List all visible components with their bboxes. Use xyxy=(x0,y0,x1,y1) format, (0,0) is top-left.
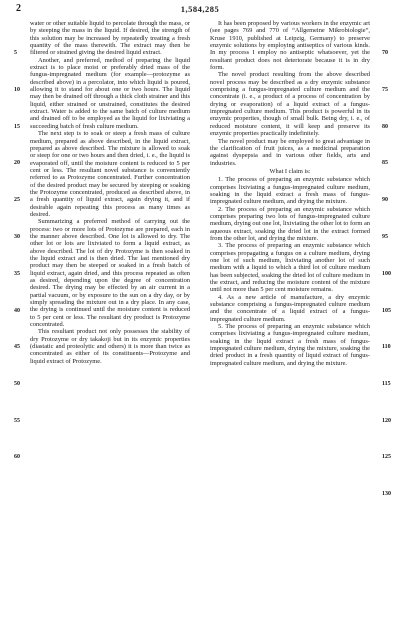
line-number-right: 80 xyxy=(382,124,388,130)
paragraph: Another, and preferred, method of preparing the liquid extract is to place moist or preferably dried mass of the fungus-impregnated medium (for example—protozyme as described above) in a percolator, into which liquid is poured, allowing it to stand for about one or two hours. The liquid may then be drained off through a thick cloth strainer and this liquid, either strained or unstrained, constitutes the desired extract. Water is added to the same batch of culture medium and drained off to be employed as the liquid for lixiviating a succeeding batch of fresh culture medium. xyxy=(30,56,190,130)
line-number-left: 10 xyxy=(14,87,20,93)
line-number-right: 85 xyxy=(382,160,388,166)
line-number-left: 50 xyxy=(14,381,20,387)
line-number-right: 115 xyxy=(382,381,391,387)
page-number: 2 xyxy=(16,3,21,14)
line-number-right: 70 xyxy=(382,50,388,56)
right-column xyxy=(210,20,370,367)
line-number-left: 60 xyxy=(14,454,20,460)
line-number-right: 110 xyxy=(382,344,391,350)
line-number-left: 15 xyxy=(14,124,20,130)
line-number-right: 75 xyxy=(382,87,388,93)
line-number-left: 5 xyxy=(14,50,17,56)
paragraph: The novel product may be employed to great advantage in the clarification of fruit juices, as a medicinal preparation against dyspepsia and in various other fields, arts and industries. xyxy=(210,137,370,167)
claim: 2. The process of preparing an enzymic substance which comprises preparing two lots of fungus-impregnated culture medium, drying out one lot, lixiviating the other lot to form an aqueous extract, soaking the dried lot in the extract formed from the other lot, and drying the mixture. xyxy=(210,205,370,242)
line-number-right: 105 xyxy=(382,308,391,314)
line-number-left: 45 xyxy=(14,344,20,350)
claim: 3. The process of preparing an enzymic substance which comprises propagating a fungus on a culture medium, drying one lot of such medium, lixiviating another lot of such medium with a liquid to which a third lot of culture medium has been subjected, soaking the dried lot of culture medium in the extract, and reducing the moisture content of the mixture until not more than 5 per cent moisture remains. xyxy=(210,242,370,294)
line-number-left: 30 xyxy=(14,234,20,240)
line-number-left: 55 xyxy=(14,418,20,424)
line-number-left: 40 xyxy=(14,308,20,314)
line-number-right: 125 xyxy=(382,454,391,460)
claim: 5. The process of preparing an enzymic substance which comprises lixiviating a fungus-impregnated culture medium, soaking in the liquid extract a fresh mass of fungus-impregnated culture medium, drying the mixture, soaking the dried product in a fresh quantity of liquid extract of fungus-impregnated culture medium, and drying the mixture. xyxy=(210,323,370,367)
paragraph: The next step is to soak or steep a fresh mass of culture medium, prepared as above described, in the liquid extract, prepared as above described. The mixture is allowed to soak or steep for one or two hours and then dried, i. e., the liquid is evaporated off, until the moisture content is reduced to 5 per cent or less. The resultant novel substance is conveniently referred to as Protozyme concentrated. Further concentration of the desired product may be secured by steeping or soaking the Protozyme concentrated, produced as described above, in a fresh quantity of liquid extract, again drying it, and if desirable again repeating this process as many times as desired. xyxy=(30,130,190,218)
line-number-right: 130 xyxy=(382,491,391,497)
paragraph: The novel product resulting from the above described novel process may be described as a dry enzymic substance comprising a fungus-impregnated culture medium and the concentrate (i. e., a product of a process of concentration by drying or evaporation) of a liquid extract of a fungus-impregnated culture medium. This product is powerful in its enzymic properties, though of small bulk. Being dry, i. e., of reduced moisture content, it will keep and preserve its enzymic properties practically indefinitely. xyxy=(210,71,370,138)
claim: 4. As a new article of manufacture, a dry enzymic substance comprising a fungus-impregnated culture medium and the concentrate of a liquid extract of a fungus-impregnated culture medium. xyxy=(210,293,370,323)
line-number-right: 90 xyxy=(382,197,388,203)
line-number-left: 35 xyxy=(14,271,20,277)
claims-heading: What I claim is: xyxy=(269,167,311,175)
paragraph: It has been proposed by various workers in the enzymic art (see pages 769 and 770 of “Allgemeine Mikrobiologie”, Kruse 1910, published at Leipzig, Germany) to preserve enzymic solutions by employing antiseptics of various kinds. In my process I employ no antiseptic whatsoever, yet the resultant product does not deteriorate because it is in dry form. xyxy=(210,20,370,72)
paragraph: This resultant product not only possesses the stability of dry Protozyme or dry takakoji but in its enzymic properties (diastatic and proteolytic and others) it is more than twice as concentrated as either of its constituents—Protozyme and liquid extract of Protozyme. xyxy=(30,328,190,365)
line-number-left: 25 xyxy=(14,197,20,203)
paragraph: water or other suitable liquid to percolate through the mass, or by steeping the mass in the liquid. If desired, the strength of this solution may be increased by repeatedly treating a fresh quantity of the mass therewith. The extract may then be filtered or strained giving the desired liquid extract. xyxy=(30,20,190,57)
paragraph: Summarizing a preferred method of carrying out the process: two or more lots of Protozyme are prepared, each in the manner above described. One lot is allowed to dry. The other lot or lots are lixiviated to form a liquid extract, as above described. The lot of dry Protozyme is then soaked in the liquid extract and is then dried. The last mentioned dry product may then be steeped or soaked in a fresh batch of liquid extract, again dried, and this process repeated as often as desired, depending upon the degree of concentration desired. The drying may be effected by an air current in a partial vacuum, or by exposure to the sun on a dry day, or by simply spreading the mixture out in a dry place. In any case, the drying is continued until the moisture content is reduced to 5 per cent or less. The resultant dry product is Protozyme concentrated. xyxy=(30,218,190,329)
page-header xyxy=(0,3,400,17)
line-number-right: 95 xyxy=(382,234,388,240)
left-column xyxy=(30,20,190,365)
claim: 1. The process of preparing an enzymic substance which comprises lixiviating a fungus-impregnated culture medium, soaking in the liquid extract a fresh mass of fungus-impregnated culture medium, and drying the mixture. xyxy=(210,176,370,206)
patent-number: 1,584,285 xyxy=(180,4,220,14)
line-number-right: 120 xyxy=(382,418,391,424)
line-number-right: 100 xyxy=(382,271,391,277)
line-number-left: 20 xyxy=(14,160,20,166)
